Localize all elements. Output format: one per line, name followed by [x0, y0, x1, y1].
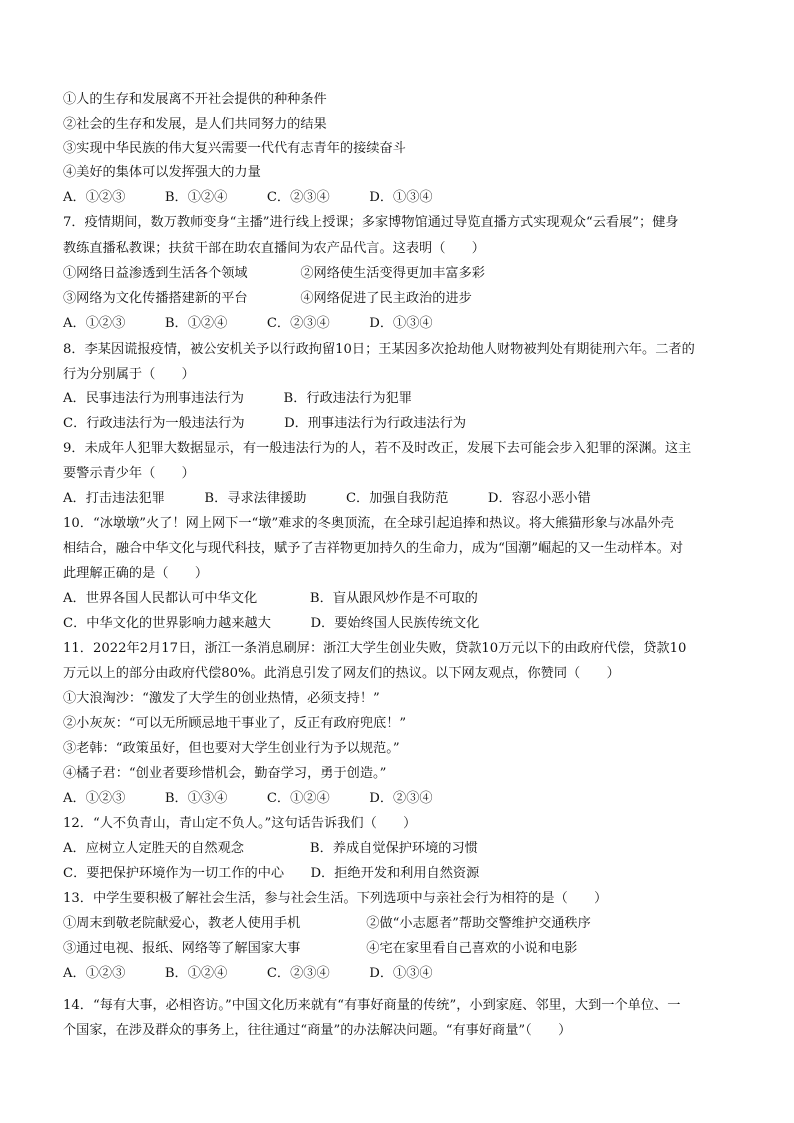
question-9-text: 要警示青少年（ ） — [63, 466, 195, 481]
text-line: ②社会的生存和发展，是人们共同努力的结果 — [63, 117, 327, 132]
text-line: ②小灰灰：“可以无所顾忌地干事业了，反正有政府兜底！” — [63, 716, 407, 731]
text-line: ①大浪淘沙：“激发了大学生的创业热情，必须支持！” — [63, 691, 380, 706]
answer-options: A．①②③ B．①②④ C．②③④ D．①③④ — [63, 316, 433, 331]
question-14-text: 个国家，在涉及群众的事务上，往往通过“商量”的办法解决问题。“有事好商量”（ ） — [63, 1023, 572, 1038]
question-12-text: 12．“人不负青山，青山定不负人。”这句话告诉我们（ ） — [63, 816, 417, 831]
question-10-text: 相结合，融合中华文化与现代科技，赋予了吉祥物更加持久的生命力，成为“国潮”崛起的又一生动样本。对 — [63, 541, 684, 556]
text-line: ④橘子君：“创业者要珍惜机会，勤奋学习，勇于创造。” — [63, 766, 387, 781]
answer-options: C．要把保护环境作为一切工作的中心 D．拒绝开发和利用自然资源 — [63, 866, 480, 881]
question-11-text: 11．2022年2月17日，浙江一条消息刷屏：浙江大学生创业失败，贷款10万元以下的由政府代偿，贷款10 — [63, 641, 687, 656]
question-7-text: 教练直播私教课；扶贫干部在助农直播间为农产品代言。这表明（ ） — [63, 241, 485, 256]
answer-options: C．中华文化的世界影响力越来越大 D．要始终国人民族传统文化 — [63, 616, 480, 631]
answer-options: A．民事违法行为刑事违法行为 B．行政违法行为犯罪 — [63, 391, 412, 406]
answer-options: A．打击违法犯罪 B．寻求法律援助 C．加强自我防范 D．容忍小恶小错 — [63, 491, 591, 506]
text-line: ④美好的集体可以发挥强大的力量 — [63, 165, 261, 180]
question-9-text: 9．未成年人犯罪大数据显示，有一般违法行为的人，若不及时改正，发展下去可能会步入犯罪的深渊。这主 — [63, 441, 692, 456]
answer-options: A．①②③ B．①③④ C．①②④ D．②③④ — [63, 791, 433, 806]
question-14-text: 14．“每有大事，必相咨访。”中国文化历来就有“有事好商量的传统”，小到家庭、邻里，大到一个单位、一 — [63, 998, 681, 1013]
answer-options: A．世界各国人民都认可中华文化 B．盲从跟风炒作是不可取的 — [63, 591, 478, 606]
text-line: ③老韩：“政策虽好，但也要对大学生创业行为予以规范。” — [63, 741, 400, 756]
question-8-text: 行为分别属于（ ） — [63, 367, 195, 382]
answer-options: C．行政违法行为一般违法行为 D．刑事违法行为行政违法行为 — [63, 416, 467, 431]
text-line: ①周末到敬老院献爱心，教老人使用手机 ②做“小志愿者”帮助交警维护交通秩序 — [63, 916, 591, 931]
text-line: ③实现中华民族的伟大复兴需要一代代有志青年的接续奋斗 — [63, 141, 406, 156]
text-line: ①网络日益渗透到生活各个领域 ②网络使生活变得更加丰富多彩 — [63, 266, 485, 281]
question-10-text: 10．“冰墩墩”火了！网上网下一“墩”难求的冬奥顶流，在全球引起追捧和热议。将大熊猫形象与冰晶外壳 — [63, 516, 674, 531]
question-7-text: 7．疫情期间，数万教师变身“主播”进行线上授课；多家博物馆通过导览直播方式实现观众“云看展”；健身 — [63, 215, 679, 230]
question-10-text: 此理解正确的是（ ） — [63, 566, 209, 581]
text-line: ①人的生存和发展离不开社会提供的种种条件 — [63, 92, 327, 107]
text-line: ③网络为文化传播搭建新的平台 ④网络促进了民主政治的进步 — [63, 291, 472, 306]
question-8-text: 8．李某因谎报疫情，被公安机关予以行政拘留10日；王某因多次抢劫他人财物被判处有期徒刑六年。二者的 — [63, 342, 695, 357]
question-11-text: 万元以上的部分由政府代偿80%。此消息引发了网友们的热议。以下网友观点，你赞同（ ） — [63, 666, 620, 681]
answer-options: A．①②③ B．①②④ C．②③④ D．①③④ — [63, 966, 433, 981]
answer-options: A．应树立人定胜天的自然观念 B．养成自觉保护环境的习惯 — [63, 841, 478, 856]
text-line: ③通过电视、报纸、网络等了解国家大事 ④宅在家里看自己喜欢的小说和电影 — [63, 941, 578, 956]
answer-options: A．①②③ B．①②④ C．②③④ D．①③④ — [63, 190, 433, 205]
question-13-text: 13．中学生要积极了解社会生活，参与社会生活。下列选项中与亲社会行为相符的是（ ） — [63, 891, 608, 906]
